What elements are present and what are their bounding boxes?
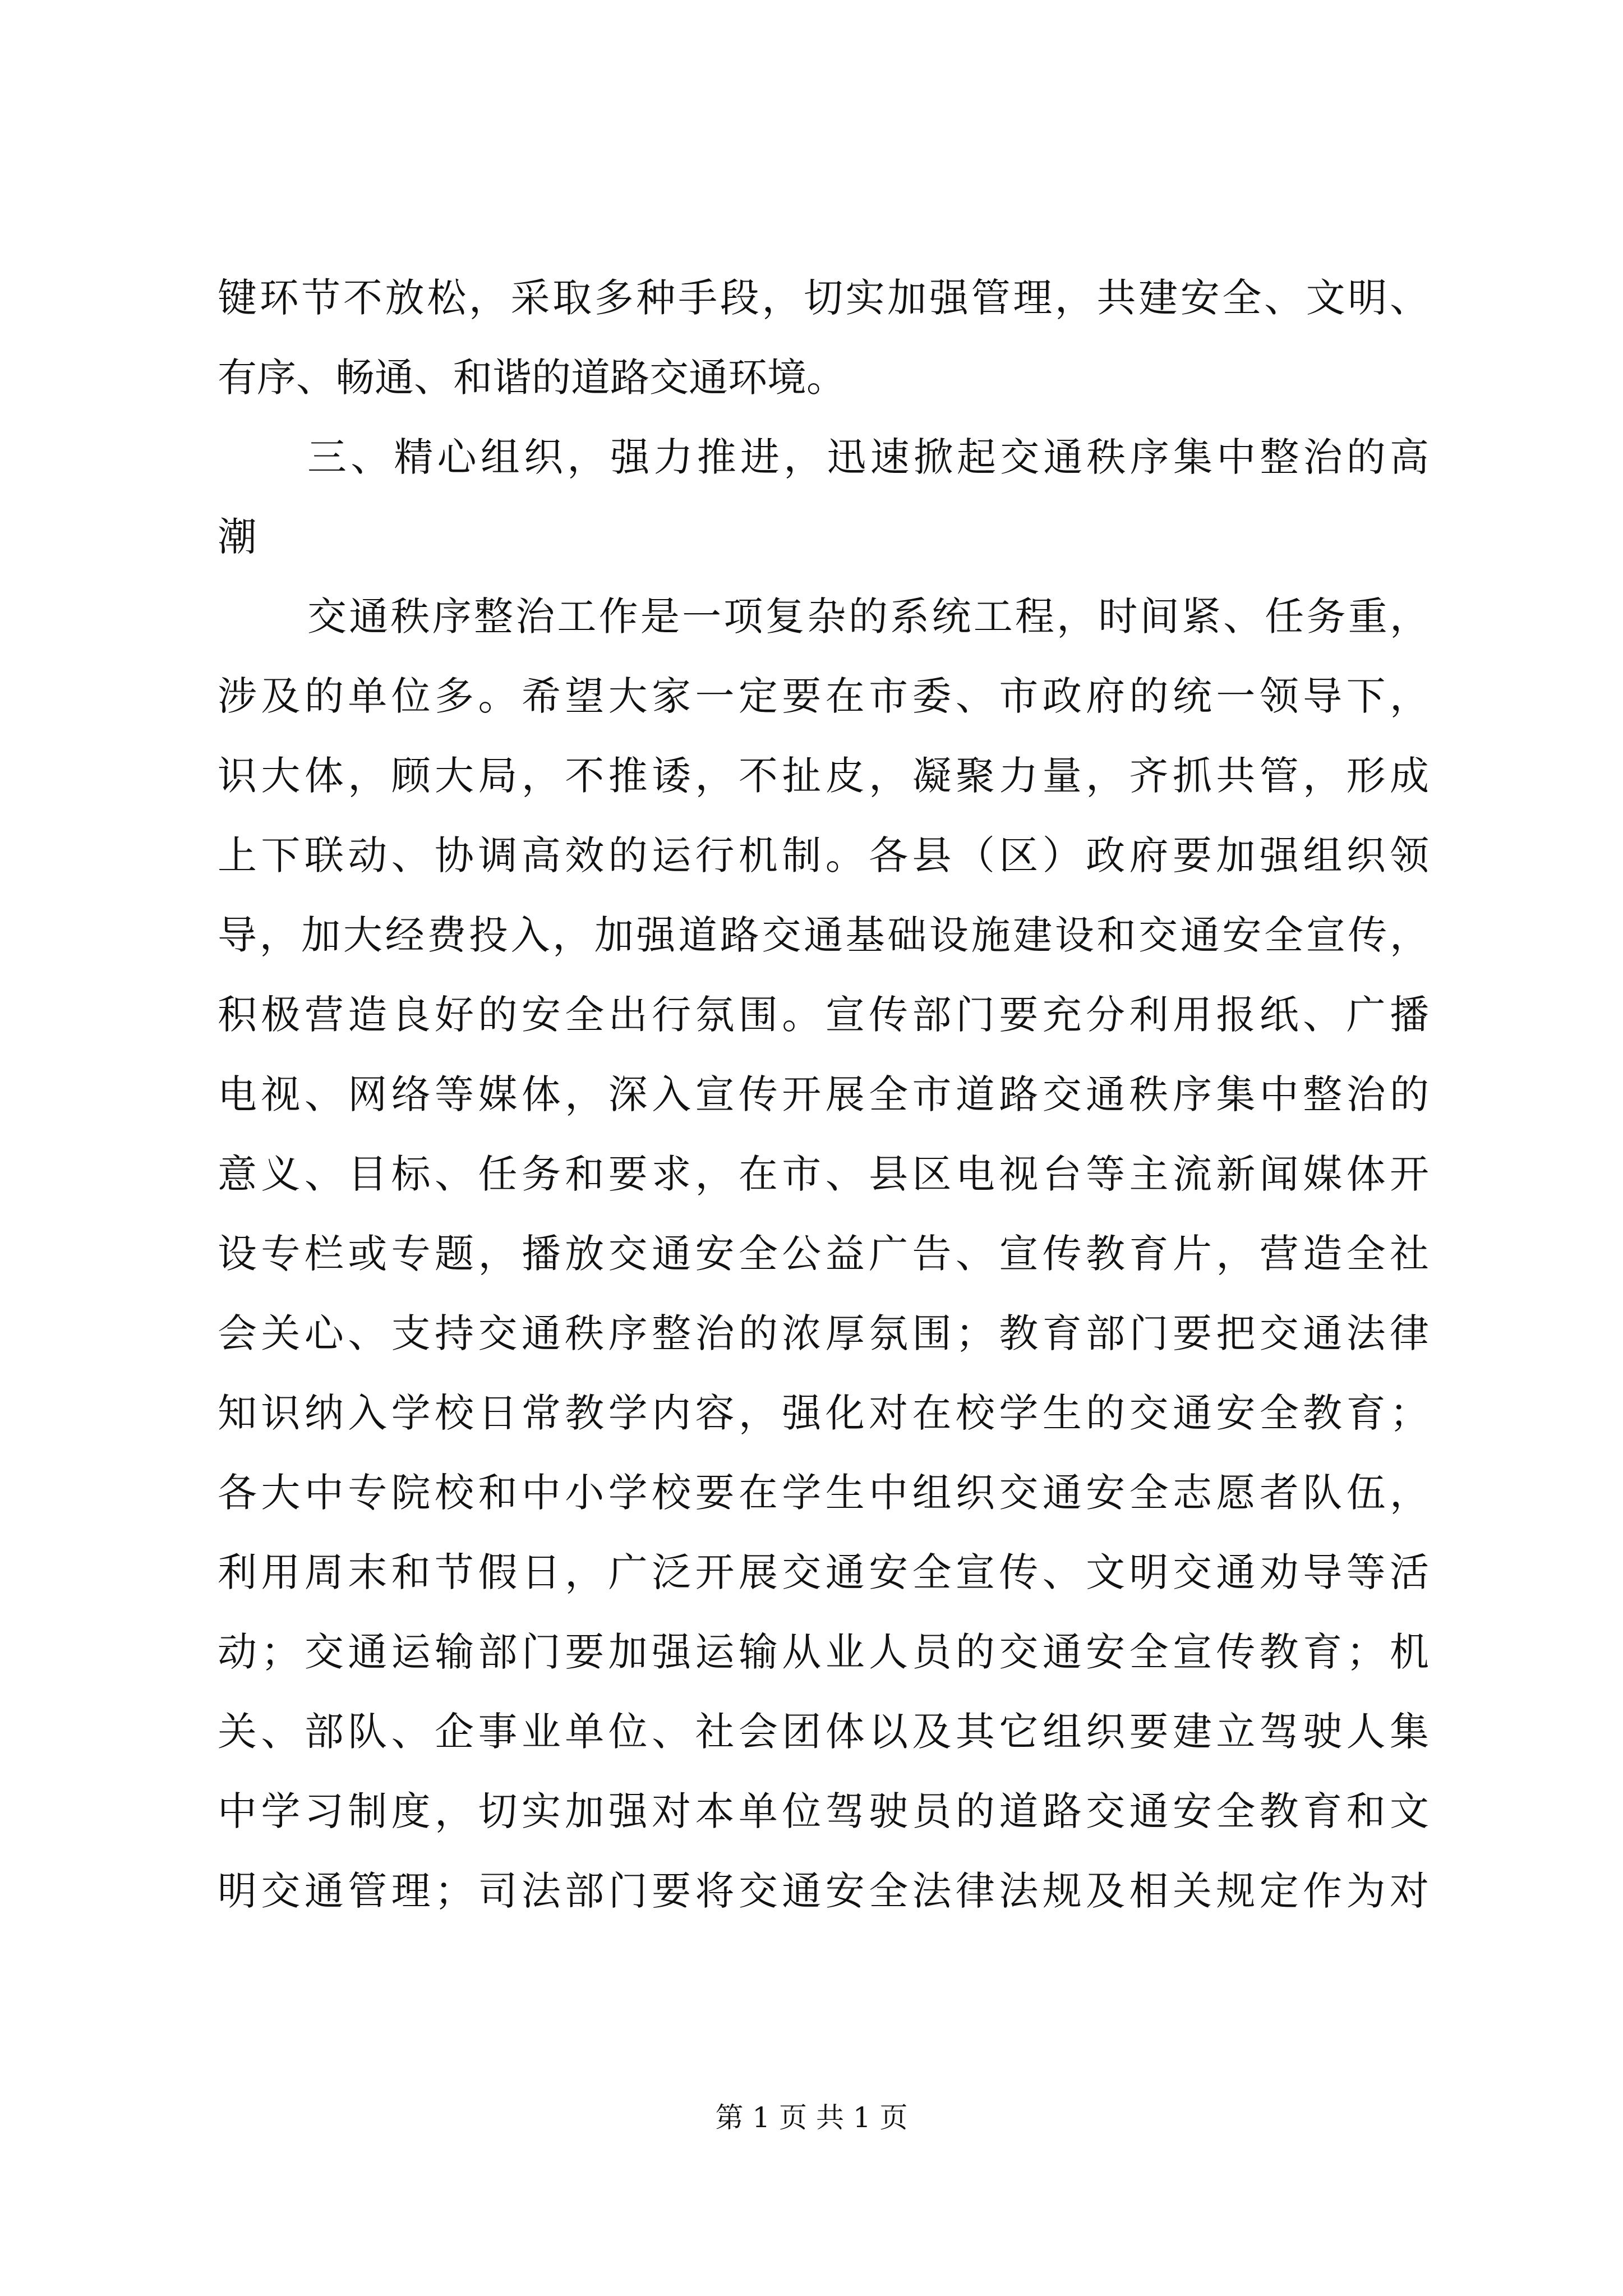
text-line: 识大体，顾大局，不推诿，不扯皮，凝聚力量，齐抓共管，形成: [218, 753, 1429, 799]
text-line: 意义、目标、任务和要求，在市、县区电视台等主流新闻媒体开: [218, 1151, 1429, 1197]
section-heading-line: 潮: [218, 514, 257, 560]
text-line: 动；交通运输部门要加强运输从业人员的交通安全宣传教育；机: [218, 1629, 1429, 1675]
text-line: 键环节不放松，采取多种手段，切实加强管理，共建安全、文明、: [218, 275, 1429, 321]
text-line: 导，加大经费投入，加强道路交通基础设施建设和交通安全宣传，: [218, 912, 1429, 958]
body-text: [218, 258, 1429, 1931]
text-line: 中学习制度，切实加强对本单位驾驶员的道路交通安全教育和文: [218, 1788, 1429, 1834]
text-line: 利用周末和节假日，广泛开展交通安全宣传、文明交通劝导等活: [218, 1549, 1429, 1595]
text-line: 会关心、支持交通秩序整治的浓厚氛围；教育部门要把交通法律: [218, 1310, 1429, 1356]
text-line: 积极营造良好的安全出行氛围。宣传部门要充分利用报纸、广播: [218, 992, 1429, 1038]
text-line: 关、部队、企事业单位、社会团体以及其它组织要建立驾驶人集: [218, 1709, 1429, 1755]
text-line: 明交通管理；司法部门要将交通安全法律法规及相关规定作为对: [218, 1868, 1429, 1914]
text-line: 涉及的单位多。希望大家一定要在市委、市政府的统一领导下，: [218, 673, 1429, 719]
text-line: 电视、网络等媒体，深入宣传开展全市道路交通秩序集中整治的: [218, 1071, 1429, 1117]
page-footer: 第 1 页 共 1 页: [715, 2101, 908, 2134]
text-line: 知识纳入学校日常教学内容，强化对在校学生的交通安全教育；: [218, 1390, 1429, 1436]
text-line: 设专栏或专题，播放交通安全公益广告、宣传教育片，营造全社: [218, 1231, 1429, 1277]
text-line: 有序、畅通、和谐的道路交通环境。: [218, 355, 846, 401]
text-line: 上下联动、协调高效的运行机制。各县（区）政府要加强组织领: [218, 832, 1429, 878]
text-line: 交通秩序整治工作是一项复杂的系统工程，时间紧、任务重，: [307, 593, 1429, 639]
section-heading-line: 三、精心组织，强力推进，迅速掀起交通秩序集中整治的高: [307, 434, 1429, 480]
text-line: 各大中专院校和中小学校要在学生中组织交通安全志愿者队伍，: [218, 1470, 1429, 1516]
